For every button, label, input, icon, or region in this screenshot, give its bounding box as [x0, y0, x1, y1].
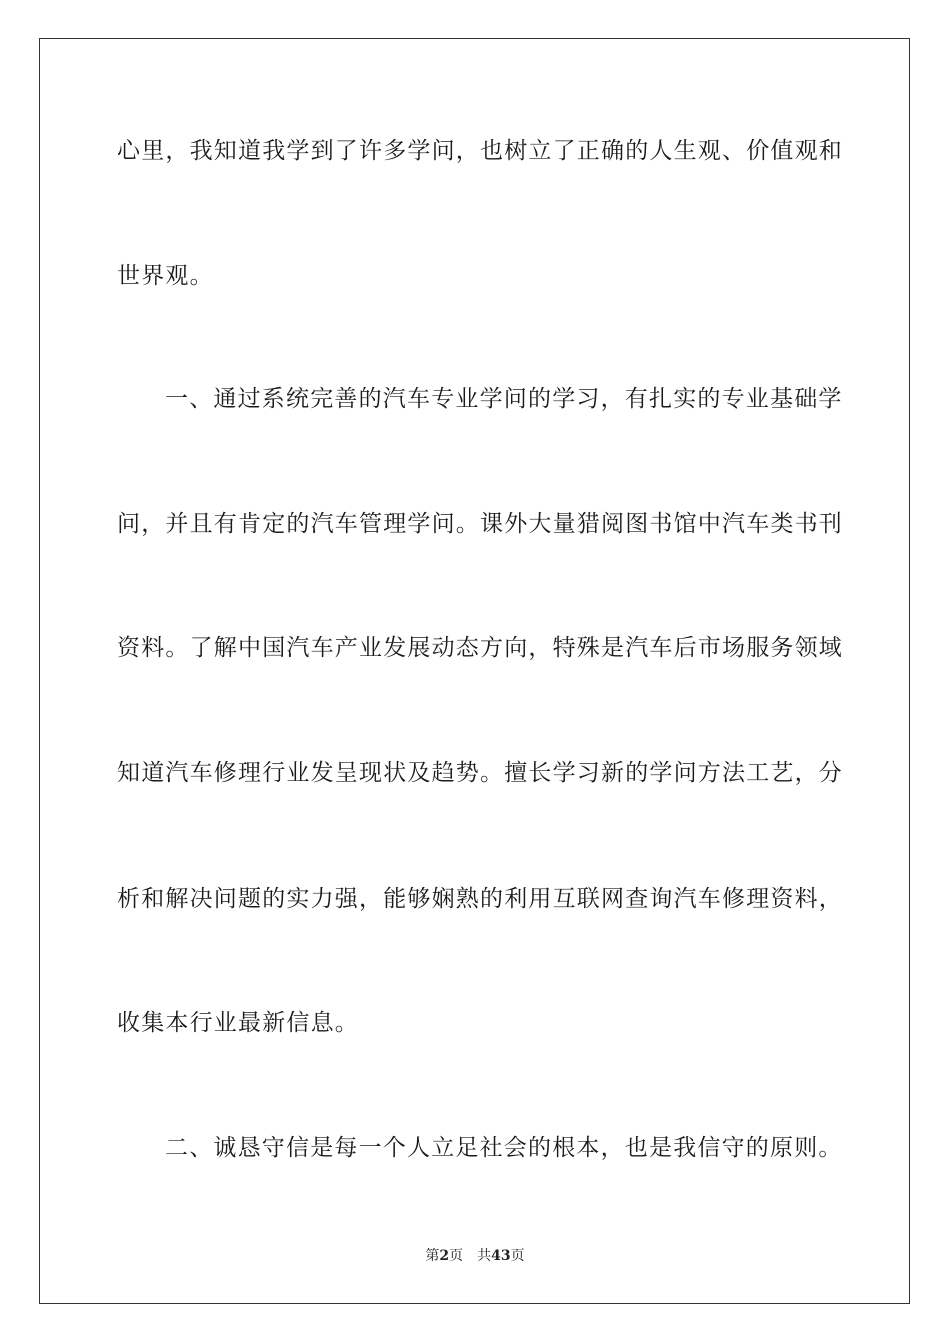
paragraph-line-6: 知道汽车修理行业发呈现状及趋势。擅长学习新的学问方法工艺，分	[117, 760, 843, 786]
footer-total-number: 43	[491, 1248, 511, 1264]
paragraph-line-8: 收集本行业最新信息。	[117, 1010, 359, 1036]
footer-total-prefix: 共	[477, 1248, 492, 1264]
footer-page-suffix: 页	[449, 1248, 464, 1264]
page-border	[39, 38, 910, 1304]
footer-page-prefix: 第	[425, 1248, 440, 1264]
paragraph-line-1: 心里，我知道我学到了许多学问，也树立了正确的人生观、价值观和	[117, 138, 843, 164]
footer-total-suffix: 页	[510, 1248, 525, 1264]
paragraph-line-9: 二、诚恳守信是每一个人立足社会的根本，也是我信守的原则。	[165, 1135, 843, 1161]
page-footer	[0, 1246, 950, 1266]
paragraph-line-7: 析和解决问题的实力强，能够娴熟的利用互联网查询汽车修理资料，	[117, 886, 843, 912]
paragraph-line-5: 资料。了解中国汽车产业发展动态方向，特殊是汽车后市场服务领域	[117, 635, 843, 661]
paragraph-line-2: 世界观。	[117, 263, 214, 289]
footer-page-number: 2	[439, 1248, 450, 1264]
paragraph-line-3: 一、通过系统完善的汽车专业学问的学习，有扎实的专业基础学	[165, 386, 843, 412]
paragraph-line-4: 问，并且有肯定的汽车管理学问。课外大量猎阅图书馆中汽车类书刊	[117, 511, 843, 537]
